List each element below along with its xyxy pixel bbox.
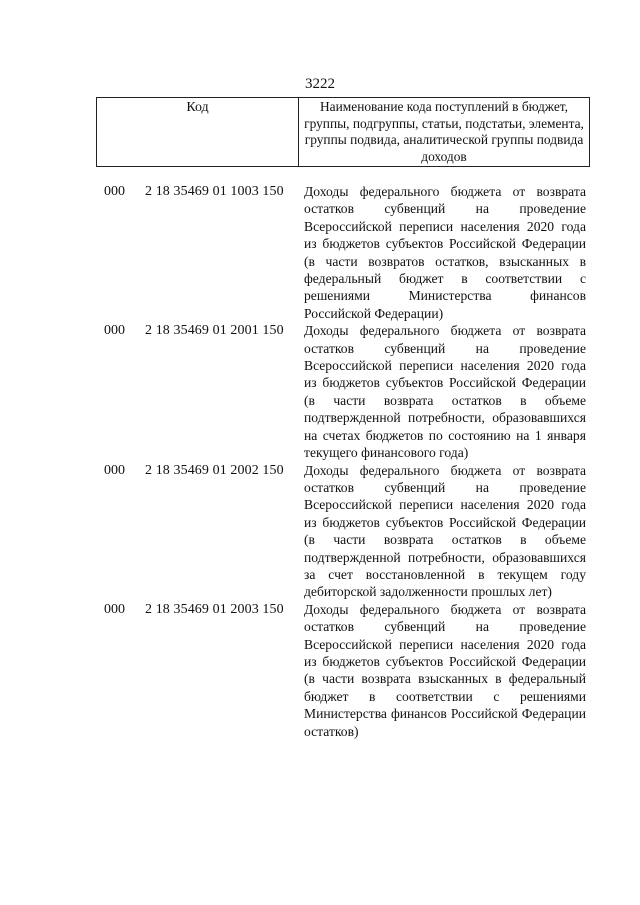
header-code-cell: Код xyxy=(97,98,299,166)
budget-code: 2 18 35469 01 2002 150 xyxy=(145,462,284,478)
admin-code: 000 xyxy=(104,601,125,617)
budget-code: 2 18 35469 01 2003 150 xyxy=(145,601,284,617)
entry-description: Доходы федерального бюджета от возврата остатков субвенций на проведение Всероссийской переписи населения 2020 года из бюджетов субъектов Российской Федерации (в части возвратов остатков, взысканных в федеральный бюджет в соответствии с решениями Министерства финансов Российской Федерации) xyxy=(304,184,586,321)
entry-description: Доходы федерального бюджета от возврата остатков субвенций на проведение Всероссийской переписи населения 2020 года из бюджетов субъектов Российской Федерации (в части возврата остатков в объеме подтвержденной потребности, образовавшихся на счетах бюджетов по состоянию на 1 января текущего финансового года) xyxy=(304,323,586,461)
entry-description: Доходы федерального бюджета от возврата остатков субвенций на проведение Всероссийской переписи населения 2020 года из бюджетов субъектов Российской Федерации (в части возврата остатков в объеме подтвержденной потребности, образовавшихся за счет восстановленной в текущем году дебиторской задолженности прошлых лет) xyxy=(304,462,586,600)
header-table xyxy=(96,97,590,167)
admin-code: 000 xyxy=(104,462,125,478)
admin-code: 000 xyxy=(104,323,125,339)
budget-code: 2 18 35469 01 1003 150 xyxy=(145,184,284,199)
header-name-cell: Наименование кода поступлений в бюджет, группы, подгруппы, статьи, подстатьи, элемента, группы подвида, аналитической группы подвида доходов xyxy=(304,99,584,164)
page-number: 3222 xyxy=(305,76,335,92)
list-item xyxy=(0,462,640,601)
entry-description: Доходы федерального бюджета от возврата остатков субвенций на проведение Всероссийской переписи населения 2020 года из бюджетов субъектов Российской Федерации (в части возврата взысканных в федеральный бюджет в соответствии с решениями Министерства финансов Российской Федерации остатков) xyxy=(304,601,586,739)
list-item xyxy=(0,183,640,322)
budget-code: 2 18 35469 01 2001 150 xyxy=(145,323,284,339)
list-item xyxy=(0,322,640,461)
entries-list xyxy=(0,183,640,740)
admin-code: 000 xyxy=(104,184,125,199)
list-item xyxy=(0,601,640,740)
